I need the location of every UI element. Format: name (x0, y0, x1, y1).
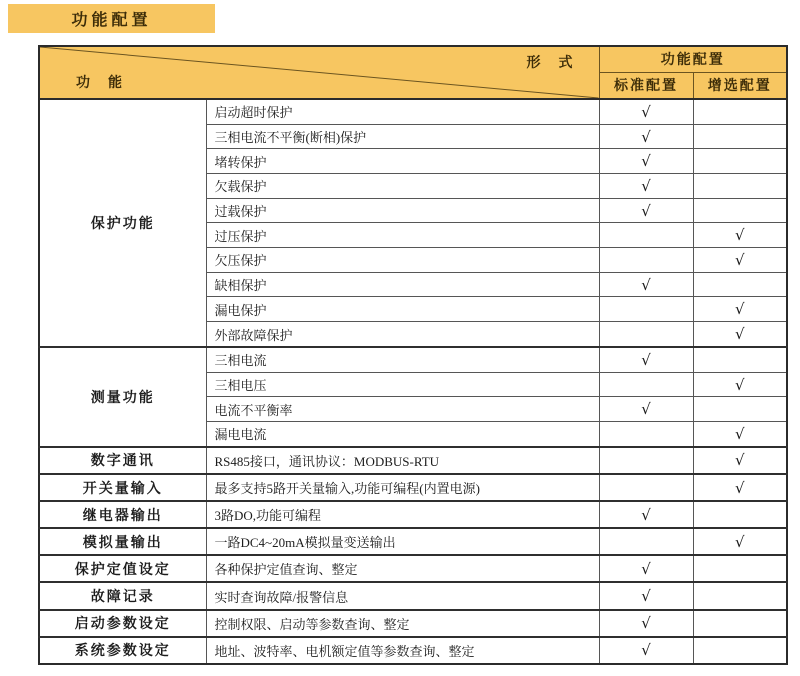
standard-config-cell: √ (599, 555, 693, 582)
function-desc-cell: 实时查询故障/报警信息 (206, 582, 599, 609)
standard-config-cell (599, 223, 693, 248)
function-desc-cell: 3路DO,功能可编程 (206, 501, 599, 528)
group-label-cell: 保护功能 (39, 99, 206, 347)
function-config-table (38, 45, 786, 665)
optional-config-cell: √ (693, 372, 787, 397)
header-config-group: 功能配置 (599, 46, 787, 72)
function-desc-cell: 欠载保护 (206, 174, 599, 199)
function-desc-cell: 电流不平衡率 (206, 397, 599, 422)
optional-config-cell: √ (693, 297, 787, 322)
optional-config-cell (693, 149, 787, 174)
header-row-1 (39, 46, 787, 72)
optional-config-cell (693, 198, 787, 223)
table-row (39, 528, 787, 555)
standard-config-cell (599, 474, 693, 501)
group-label-cell: 启动参数设定 (39, 610, 206, 637)
optional-config-cell (693, 124, 787, 149)
optional-config-cell: √ (693, 528, 787, 555)
optional-config-cell (693, 637, 787, 664)
table-row (39, 447, 787, 474)
group-label-cell: 模拟量输出 (39, 528, 206, 555)
function-desc-cell: 地址、波特率、电机额定值等参数查询、整定 (206, 637, 599, 664)
group-label-cell: 保护定值设定 (39, 555, 206, 582)
standard-config-cell (599, 528, 693, 555)
function-desc-cell: 外部故障保护 (206, 322, 599, 347)
table-row (39, 637, 787, 664)
page-title: 功能配置 (8, 4, 215, 33)
header-function-label: 功 能 (76, 74, 124, 90)
group-label-cell: 数字通讯 (39, 447, 206, 474)
function-desc-cell: 过压保护 (206, 223, 599, 248)
table-row (39, 501, 787, 528)
standard-config-cell: √ (599, 637, 693, 664)
table-row (39, 610, 787, 637)
function-desc-cell: 三相电压 (206, 372, 599, 397)
table-row (39, 474, 787, 501)
optional-config-cell (693, 610, 787, 637)
group-label-cell: 故障记录 (39, 582, 206, 609)
function-desc-cell: 漏电保护 (206, 297, 599, 322)
function-desc-cell: RS485接口，通讯协议：MODBUS-RTU (206, 447, 599, 474)
optional-config-cell: √ (693, 422, 787, 447)
optional-config-cell: √ (693, 248, 787, 273)
table-row (39, 582, 787, 609)
function-desc-cell: 漏电电流 (206, 422, 599, 447)
standard-config-cell (599, 322, 693, 347)
standard-config-cell: √ (599, 124, 693, 149)
function-desc-cell: 三相电流不平衡(断相)保护 (206, 124, 599, 149)
standard-config-cell (599, 422, 693, 447)
group-label-cell: 开关量输入 (39, 474, 206, 501)
standard-config-cell: √ (599, 397, 693, 422)
optional-config-cell: √ (693, 322, 787, 347)
standard-config-cell: √ (599, 610, 693, 637)
optional-config-cell (693, 582, 787, 609)
function-desc-cell: 缺相保护 (206, 272, 599, 297)
standard-config-cell: √ (599, 198, 693, 223)
optional-config-cell (693, 99, 787, 124)
optional-config-cell (693, 272, 787, 297)
optional-config-cell (693, 347, 787, 372)
standard-config-cell (599, 372, 693, 397)
function-desc-cell: 三相电流 (206, 347, 599, 372)
optional-config-cell: √ (693, 223, 787, 248)
standard-config-cell: √ (599, 347, 693, 372)
function-desc-cell: 堵转保护 (206, 149, 599, 174)
standard-config-cell: √ (599, 501, 693, 528)
standard-config-cell: √ (599, 272, 693, 297)
group-label-cell: 继电器输出 (39, 501, 206, 528)
optional-config-cell (693, 501, 787, 528)
optional-config-cell: √ (693, 474, 787, 501)
function-desc-cell: 启动超时保护 (206, 99, 599, 124)
function-desc-cell: 各种保护定值查询、整定 (206, 555, 599, 582)
optional-config-cell (693, 174, 787, 199)
header-form-label: 形 式 (526, 54, 575, 70)
optional-config-cell (693, 397, 787, 422)
group-label-cell: 系统参数设定 (39, 637, 206, 664)
function-desc-cell: 欠压保护 (206, 248, 599, 273)
group-label-cell: 测量功能 (39, 347, 206, 447)
function-desc-cell: 过载保护 (206, 198, 599, 223)
optional-config-cell (693, 555, 787, 582)
table-row (39, 99, 787, 124)
standard-config-cell (599, 297, 693, 322)
function-desc-cell: 最多支持5路开关量输入,功能可编程(内置电源) (206, 474, 599, 501)
standard-config-cell: √ (599, 582, 693, 609)
standard-config-cell (599, 447, 693, 474)
standard-config-cell: √ (599, 174, 693, 199)
standard-config-cell: √ (599, 149, 693, 174)
table-row (39, 347, 787, 372)
diagonal-header-cell (39, 46, 599, 99)
header-standard-config: 标准配置 (599, 72, 693, 99)
function-desc-cell: 一路DC4~20mA模拟量变送输出 (206, 528, 599, 555)
function-desc-cell: 控制权限、启动等参数查询、整定 (206, 610, 599, 637)
table-row (39, 555, 787, 582)
header-optional-config: 增选配置 (693, 72, 787, 99)
standard-config-cell (599, 248, 693, 273)
optional-config-cell: √ (693, 447, 787, 474)
standard-config-cell: √ (599, 99, 693, 124)
